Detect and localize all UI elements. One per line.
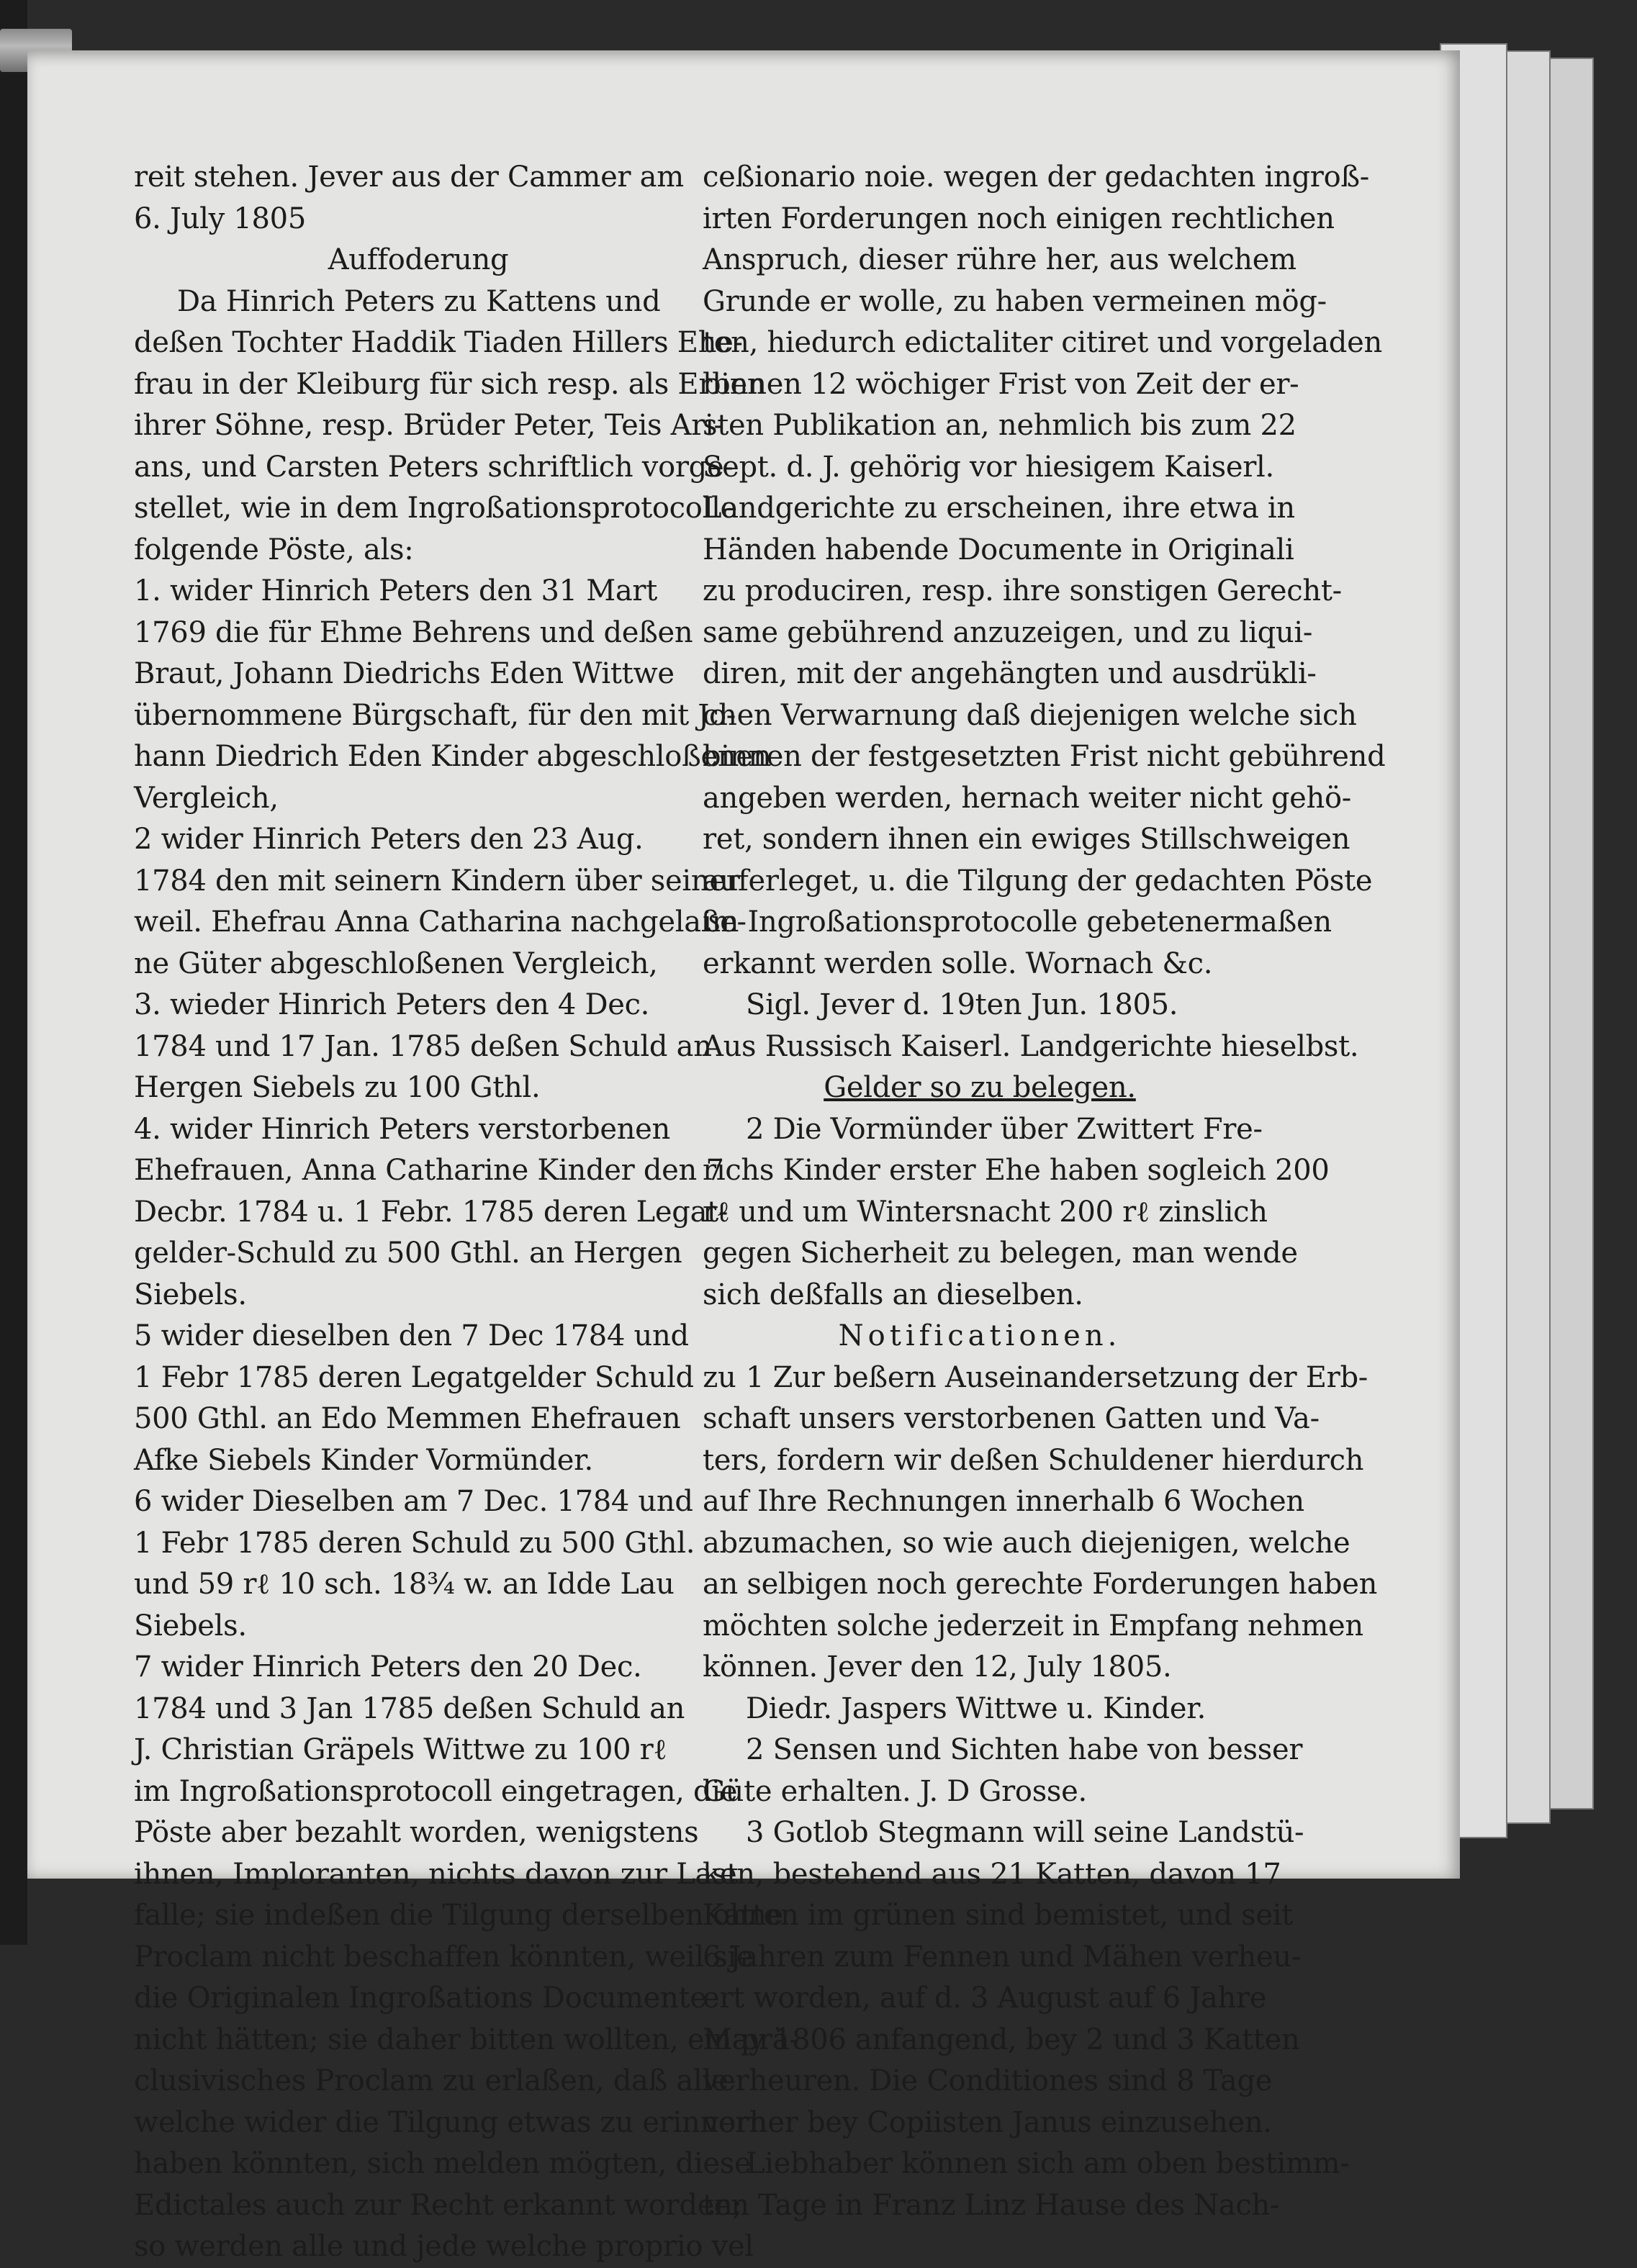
right-column-line: [703, 1399, 1320, 1440]
left-column-line: [134, 902, 747, 944]
right-column-line: [703, 199, 1335, 240]
line-text: Decbr. 1784 u. 1 Febr. 1785 deren Legat-: [134, 1195, 729, 1229]
left-column-line: [134, 199, 703, 240]
left-column-line: [134, 322, 743, 364]
line-text: frau in der Kleiburg für sich resp. als Erben: [134, 367, 766, 401]
right-column-line: [703, 240, 1296, 281]
line-text: ihnen, Implоranten, nichts davon zur Last: [134, 1857, 739, 1891]
line-text: diren, mit der angehängten und ausdrükli-: [703, 657, 1317, 690]
left-column-line: [134, 447, 734, 489]
line-text: ten, hiedurch edictaliter citiret und vorgeladen: [703, 326, 1382, 359]
right-column-line: [703, 902, 1332, 944]
line-text: die Originalen Ingroßations Documente: [134, 1982, 707, 2015]
line-text: stellet, wie in dem Ingroßationsprotocolle: [134, 492, 737, 525]
left-column-line: [134, 1730, 703, 1771]
left-column-line: [134, 2102, 767, 2144]
line-text: abzumachen, so wie auch diejenigen, welche: [703, 1526, 1350, 1560]
left-column-line: [134, 1067, 703, 1109]
line-text: 3 Gotlob Stegmann will seine Landstü-: [746, 1816, 1304, 1849]
line-text: ihrer Söhne, resp. Brüder Peter, Teis Ari-: [134, 409, 723, 442]
line-text: sich deßfalls an dieselben.: [703, 1278, 1083, 1311]
line-text: Liebhaber können sich am oben bestimm-: [746, 2147, 1350, 2180]
line-text: im Ingroßationsprotocoll eingetragen, die: [134, 1774, 738, 1808]
right-column-line: [703, 944, 1257, 985]
left-column-line: [134, 654, 703, 695]
line-text: Siebels.: [134, 1609, 247, 1643]
right-column-line: [703, 1606, 1363, 1648]
line-text: Landgerichte zu erscheinen, ihre etwa in: [703, 492, 1295, 525]
line-text: Katten im grünen sind bemistet, und seit: [703, 1899, 1293, 1932]
line-text: Braut, Johann Diedrichs Eden Wittwe: [134, 657, 675, 690]
left-column-line: [134, 1523, 703, 1565]
line-text: Siebels.: [134, 1278, 247, 1311]
line-text: 1 Febr 1785 deren Legatgelder Schuld zu: [134, 1360, 736, 1394]
line-text: Grunde er wolle, zu haben vermeinen mög-: [703, 284, 1327, 318]
line-text: an selbigen noch gerechte Forderungen haben: [703, 1568, 1378, 1601]
line-text: 1 Zur beßern Auseinandersetzung der Erb-: [746, 1360, 1368, 1394]
dark-margin-left: [0, 0, 27, 1945]
right-column-line: [703, 1275, 1257, 1316]
right-column-line: [703, 654, 1317, 695]
right-column-line: [703, 613, 1313, 654]
left-column-line: [134, 405, 723, 447]
right-column-line: [703, 1150, 1330, 1192]
line-text: 6. July 1805: [134, 202, 306, 235]
document-page: [27, 50, 1460, 2263]
right-column-line: [703, 1481, 1304, 1523]
left-column-line: [134, 157, 703, 199]
line-text: falle; sie indeßen die Tilgung derselben ohne: [134, 1899, 783, 1932]
line-text: irten Forderungen noch einigen rechtlichen: [703, 202, 1335, 235]
right-column-line: [703, 1067, 1257, 1109]
right-column-line: [703, 1316, 1257, 1357]
right-column-line: [703, 2185, 1280, 2227]
line-text: Aus Russisch Kaiserl. Landgerichte hieselbst.: [703, 1029, 1359, 1063]
line-text: 1784 den mit seinern Kindern über seiner: [134, 864, 740, 898]
right-column-line: [703, 985, 1257, 1026]
line-text: und 59 rℓ 10 sch. 18¾ w. an Idde Lau: [134, 1568, 675, 1601]
line-text: Gelder so zu belegen.: [824, 1071, 1136, 1104]
right-column-line: [703, 778, 1352, 820]
line-text: haben könnten, sich melden mögten, diese: [134, 2147, 752, 2180]
left-column-line: [134, 2143, 752, 2185]
line-text: ert worden, auf d. 3 August auf 6 Jahre: [703, 1982, 1267, 2015]
line-text: erkannt werden solle. Wornach &c.: [703, 946, 1213, 980]
right-column-line: [703, 1109, 1263, 1151]
left-column-line: [134, 240, 703, 281]
line-text: gelder-Schuld zu 500 Gthl. an Hergen: [134, 1237, 682, 1270]
line-text: ten Tage in Franz Linz Hause des Nach-: [703, 2188, 1280, 2222]
left-column-line: [134, 778, 703, 820]
line-text: ken, bestehend aus 21 Katten, davon 17: [703, 1857, 1281, 1891]
line-text: ters, fordern wir deßen Schuldener hierdurch: [703, 1443, 1364, 1477]
line-text: können. Jever den 12, July 1805.: [703, 1650, 1172, 1684]
left-column-line: [134, 530, 703, 571]
line-text: ceßionario noie. wegen der gedachten ingroß-: [703, 161, 1370, 194]
line-text: 5 wider dieselben den 7 Dec 1784 und: [134, 1319, 689, 1352]
line-text: zu produciren, resp. ihre sonstigen Gerecht-: [703, 574, 1342, 607]
line-text: binnen der festgesetzten Frist nicht gebührend: [703, 740, 1386, 773]
line-text: 3. wieder Hinrich Peters den 4 Dec.: [134, 988, 650, 1021]
left-column: [134, 157, 799, 2268]
right-column-line: [703, 695, 1357, 737]
left-column-line: [134, 1357, 736, 1399]
line-text: Sept. d. J. gehörig vor hiesigem Kaiserl.: [703, 450, 1274, 484]
left-column-line: [134, 2061, 729, 2102]
line-text: 6 wider Dieselben am 7 Dec. 1784 und: [134, 1485, 693, 1518]
line-text: Afke Siebels Kinder Vormünder.: [134, 1443, 593, 1477]
line-text: clusivisches Proclam zu erlaßen, daß alle: [134, 2064, 729, 2097]
left-column-line: [134, 1895, 783, 1937]
line-text: Anspruch, dieser rühre her, aus welchem: [703, 243, 1296, 276]
line-text: Proclam nicht beschaffen könnten, weil sie: [134, 1940, 754, 1974]
right-column-line: [703, 1812, 1304, 1854]
line-text: 1769 die für Ehme Behrens und deßen: [134, 615, 693, 649]
line-text: Diedr. Jaspers Wittwe u. Kinder.: [746, 1691, 1207, 1725]
left-column-line: [134, 1275, 703, 1316]
right-column-line: [703, 1771, 1257, 1813]
line-text: Edictales auch zur Recht erkannt worden;: [134, 2188, 742, 2222]
line-text: Händen habende Documente in Originali: [703, 533, 1294, 566]
line-text: schaft unsers verstorbenen Gatten und Va-: [703, 1402, 1320, 1435]
right-column-line: [703, 1730, 1303, 1771]
line-text: verheuren. Die Conditiones sind 8 Tage: [703, 2064, 1273, 2097]
line-text: 500 Gthl. an Edo Memmen Ehefrauen: [134, 1402, 681, 1435]
left-column-line: [134, 1316, 703, 1357]
left-column-line: [134, 736, 772, 778]
line-text: ne Güter abgeschloßenen Vergleich,: [134, 946, 658, 980]
left-column-line: [134, 1978, 707, 2020]
left-column-line: [134, 1399, 703, 1440]
right-column-line: [703, 1192, 1268, 1234]
line-text: nicht hätten; sie daher bitten wollten, ein prä-: [134, 2023, 799, 2056]
right-column-line: [703, 861, 1373, 903]
left-column-line: [134, 1026, 712, 1068]
right-column-line: [703, 1937, 1302, 1979]
right-column-line: [703, 2020, 1300, 2061]
left-column-line: [134, 1440, 703, 1482]
right-column-line: [703, 2143, 1350, 2185]
line-text: ans, und Carsten Peters schriftlich vorge-: [134, 450, 734, 484]
line-text: richs Kinder erster Ehe haben sogleich 200: [703, 1154, 1330, 1187]
right-column-line: [703, 1689, 1257, 1730]
line-text: gegen Sicherheit zu belegen, man wende: [703, 1237, 1298, 1270]
left-column-line: [134, 819, 703, 861]
line-text: Notificationen.: [838, 1319, 1122, 1352]
line-text: May 1806 anfangend, bey 2 und 3 Katten: [703, 2023, 1300, 2056]
left-column-line: [134, 1192, 729, 1234]
left-column-line: [134, 1771, 738, 1813]
line-text: 1 Febr 1785 deren Schuld zu 500 Gthl.: [134, 1526, 695, 1560]
left-column-line: [134, 364, 766, 406]
right-column-line: [703, 447, 1274, 489]
line-text: J. Christian Gräpels Wittwe zu 100 rℓ: [134, 1733, 667, 1766]
left-column-line: [134, 2185, 742, 2227]
line-text: rℓ und um Wintersnacht 200 rℓ zinslich: [703, 1195, 1268, 1229]
line-text: weil. Ehefrau Anna Catharina nachgelaße-: [134, 905, 747, 939]
right-column-line: [703, 1564, 1378, 1606]
line-text: Hergen Siebels zu 100 Gthl.: [134, 1071, 541, 1104]
right-column-line: [703, 488, 1295, 530]
line-text: sten Publikation an, nehmlich bis zum 22: [703, 409, 1296, 442]
line-text: same gebührend anzuzeigen, und zu liqui-: [703, 615, 1313, 649]
line-text: vorher bey Copiisten Janus einzusehen.: [703, 2105, 1272, 2139]
right-column-line: [703, 2061, 1273, 2102]
line-text: Ehefrauen, Anna Catharine Kinder den 7: [134, 1154, 724, 1187]
left-column-line: [134, 1937, 754, 1979]
line-text: deßen Tochter Haddik Tiaden Hillers Ehe-: [134, 326, 743, 359]
left-column-line: [134, 1564, 703, 1606]
line-text: Auffoderung: [328, 243, 509, 276]
line-text: binnen 12 wöchiger Frist von Zeit der er-: [703, 367, 1299, 401]
left-column-line: [134, 613, 703, 654]
right-column-line: [703, 1523, 1350, 1565]
line-text: angeben werden, hernach weiter nicht gehö-: [703, 781, 1352, 815]
right-column-line: [703, 1357, 1368, 1399]
left-column-line: [134, 2020, 799, 2061]
right-column-line: [703, 405, 1296, 447]
left-column-line: [134, 1647, 703, 1689]
left-column-line: [134, 1689, 703, 1730]
line-text: möchten solche jederzeit in Empfang nehmen: [703, 1609, 1363, 1643]
right-column-line: [703, 736, 1386, 778]
right-column-line: [703, 1978, 1267, 2020]
line-text: 1784 und 3 Jan 1785 deßen Schuld an: [134, 1691, 685, 1725]
line-text: auf Ihre Rechnungen innerhalb 6 Wochen: [703, 1485, 1304, 1518]
line-text: Sigl. Jever d. 19ten Jun. 1805.: [746, 988, 1178, 1021]
left-column-line: [134, 1606, 703, 1648]
right-column-line: [703, 2102, 1272, 2144]
right-column-line: [703, 1895, 1293, 1937]
left-column-line: [134, 488, 737, 530]
line-text: hann Diedrich Eden Kinder abgeschloßenen: [134, 740, 772, 773]
left-column-line: [134, 1150, 724, 1192]
line-text: ret, sondern ihnen ein ewiges Stillschweigen: [703, 823, 1350, 856]
right-column-line: [703, 819, 1350, 861]
right-column-line: [703, 1026, 1359, 1068]
right-column-line: [703, 1233, 1298, 1275]
right-column-line: [703, 364, 1299, 406]
left-column-line: [134, 861, 740, 903]
line-text: 6 Jahren zum Fennen und Mähen verheu-: [703, 1940, 1302, 1974]
left-column-line: [134, 281, 703, 323]
left-column-line: [134, 695, 736, 737]
line-text: 2 Sensen und Sichten habe von besser: [746, 1733, 1303, 1766]
right-column-line: [703, 1647, 1257, 1689]
line-text: Güte erhalten. J. D Grosse.: [703, 1774, 1087, 1808]
line-text: 4. wider Hinrich Peters verstorbenen: [134, 1112, 671, 1146]
line-text: übernommene Bürgschaft, für den mit Jo-: [134, 698, 736, 732]
left-column-line: [134, 571, 703, 613]
line-text: Vergleich,: [134, 781, 279, 815]
line-text: auferleget, u. die Tilgung der gedachten Pöste: [703, 864, 1373, 898]
right-column-line: [703, 1440, 1364, 1482]
right-column-line: [703, 530, 1294, 571]
right-column-line: [703, 157, 1370, 199]
right-column: [703, 157, 1386, 2226]
line-text: 7 wider Hinrich Peters den 20 Dec.: [134, 1650, 642, 1684]
right-column-line: [703, 281, 1327, 323]
line-text: im Ingroßationsprotocolle gebetenermaßen: [703, 905, 1332, 939]
left-column-line: [134, 1233, 703, 1275]
line-text: Da Hinrich Peters zu Kattens und: [177, 284, 661, 318]
right-column-line: [703, 571, 1342, 613]
left-column-line: [134, 1109, 703, 1151]
line-text: Pöste aber bezahlt worden, wenigstens: [134, 1816, 699, 1849]
left-column-line: [134, 1812, 703, 1854]
left-column-line: [134, 2226, 754, 2268]
line-text: 2 wider Hinrich Peters den 23 Aug.: [134, 823, 644, 856]
left-column-line: [134, 985, 703, 1026]
right-column-line: [703, 1854, 1281, 1896]
line-text: chen Verwarnung daß diejenigen welche sich: [703, 698, 1357, 732]
line-text: 2 Die Vormünder über Zwittert Fre-: [746, 1112, 1263, 1146]
line-text: so werden alle und jede welche proprio vel: [134, 2230, 754, 2263]
line-text: 1784 und 17 Jan. 1785 deßen Schuld an: [134, 1029, 712, 1063]
line-text: welche wider die Tilgung etwas zu erinnern: [134, 2105, 767, 2139]
line-text: reit stehen. Jever aus der Cammer am: [134, 161, 684, 194]
line-text: 1. wider Hinrich Peters den 31 Mart: [134, 574, 658, 607]
right-column-line: [703, 322, 1382, 364]
left-column-line: [134, 1854, 739, 1896]
left-column-line: [134, 944, 703, 985]
line-text: folgende Pöste, als:: [134, 533, 414, 566]
left-column-line: [134, 1481, 703, 1523]
